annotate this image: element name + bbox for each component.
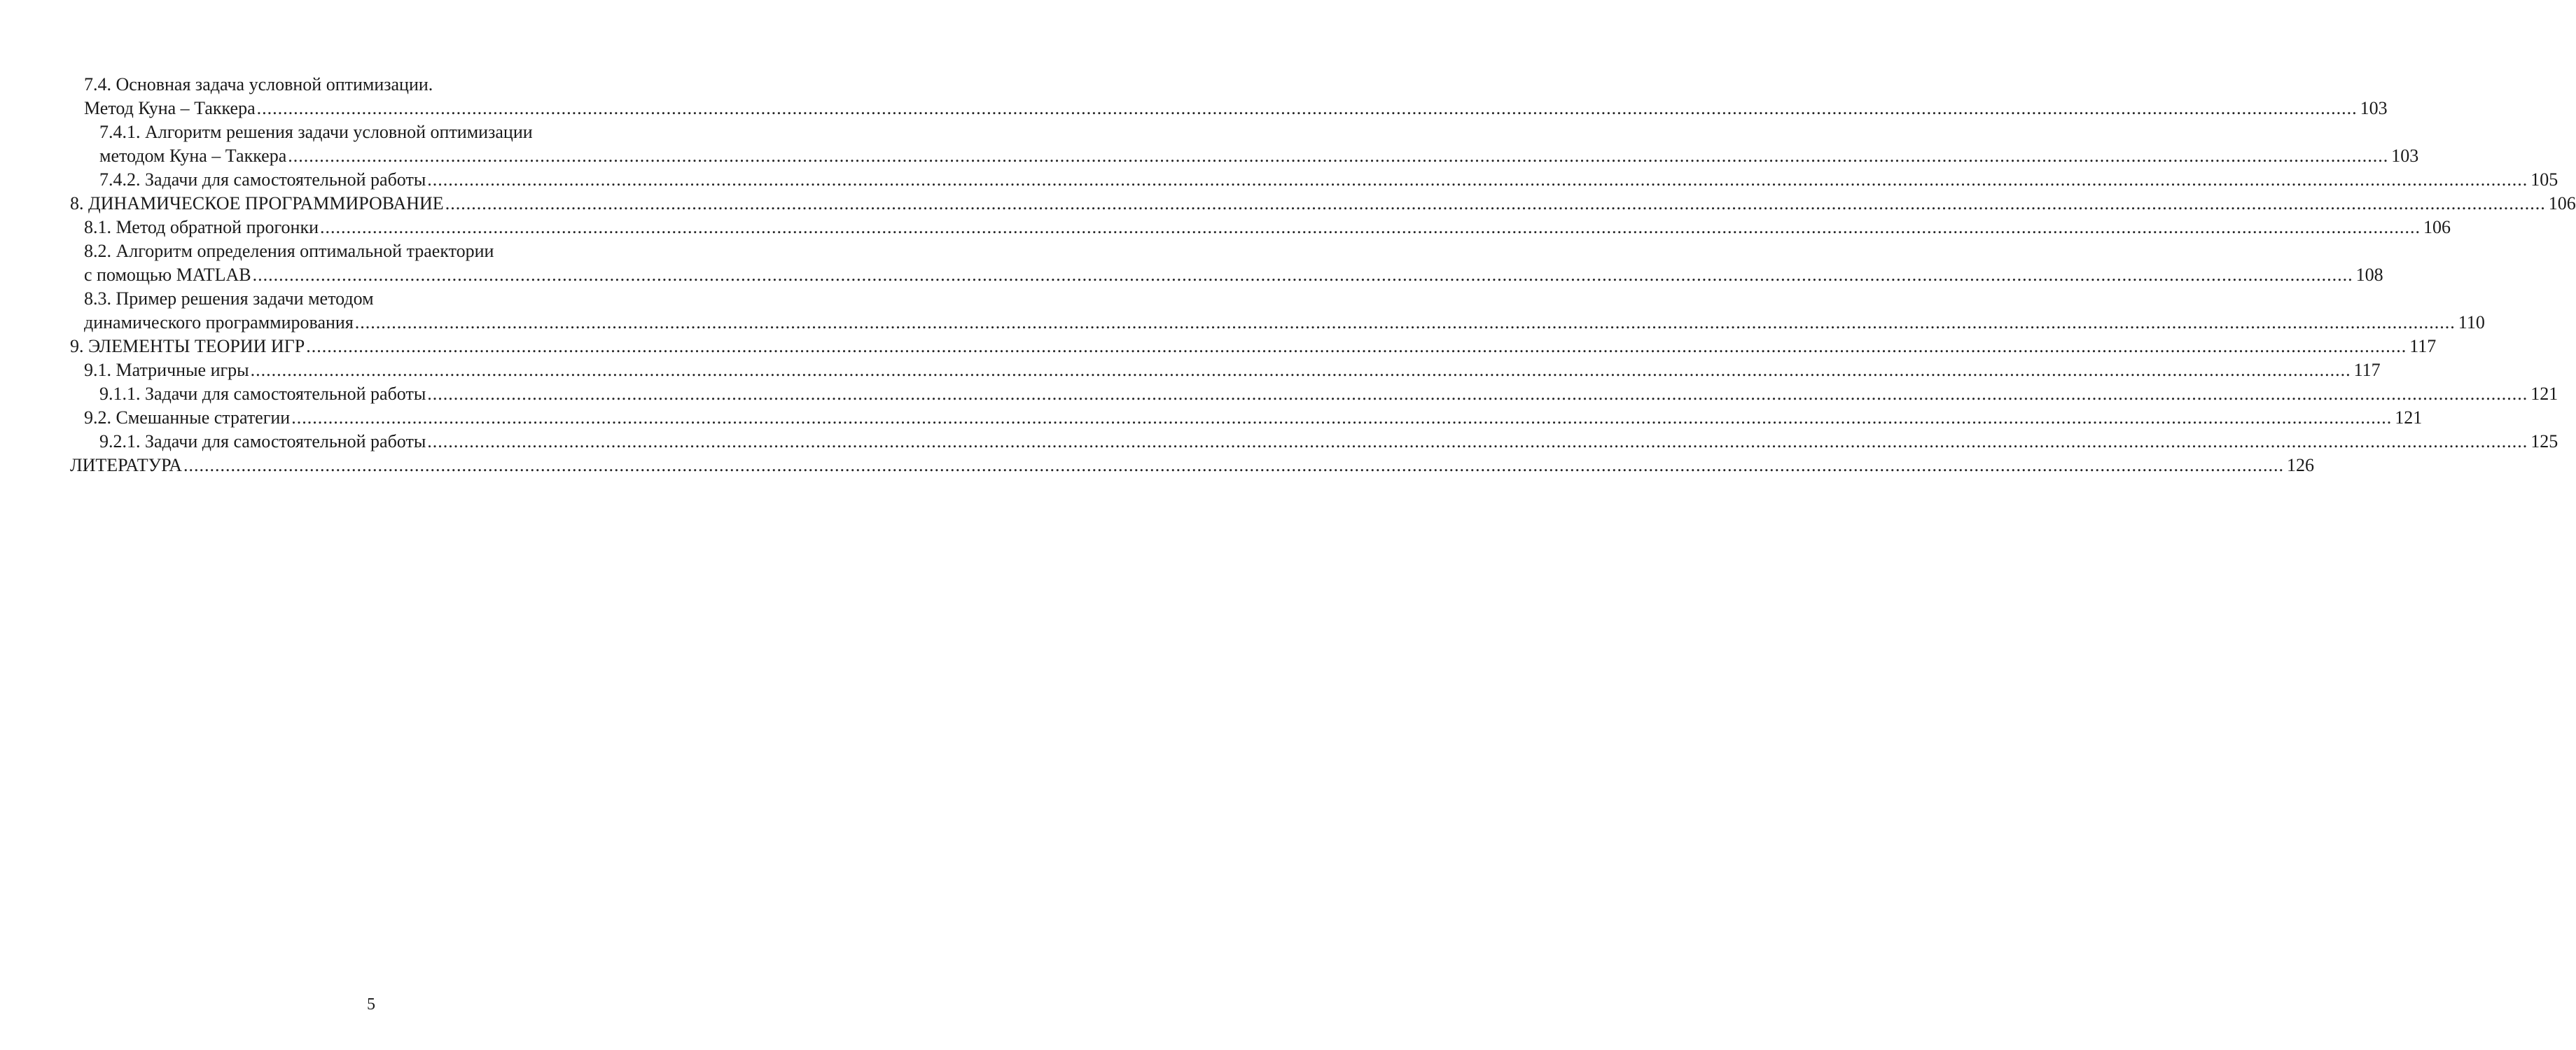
toc-entry-last-line: [99, 430, 2558, 454]
toc-entry-title: 8.1. Метод обратной прогонки: [84, 217, 319, 237]
dot-leader: ................................................................................................................................................................................................................................................................................................................................................................................................................: [427, 384, 2528, 404]
toc-entry-page: 117: [2409, 336, 2437, 356]
toc-entry-page: 125: [2530, 431, 2558, 451]
toc-entry-title-line: 7.4. Основная задача условной оптимизации.: [84, 74, 433, 94]
page-number: 5: [367, 995, 375, 1014]
toc-entry-last-line: [84, 311, 2485, 335]
dot-leader: ................................................................................................................................................................................................................................................................................................................................................................................................................: [250, 360, 2351, 380]
toc-entry-page: 103: [2391, 146, 2419, 166]
toc-entry-last-line: [84, 97, 2388, 120]
toc-entry-title-line: 8.2. Алгоритм определения оптимальной траектории: [84, 241, 494, 261]
toc-entry[interactable]: [70, 382, 2558, 406]
toc-entry-page: 106: [2423, 217, 2451, 237]
toc-entry-title: Метод Куна – Таккера: [84, 98, 256, 118]
toc-entry[interactable]: [70, 358, 2381, 382]
toc-entry-last-line: [70, 335, 2437, 358]
toc-entry-title: 9.1. Матричные игры: [84, 360, 249, 380]
toc-entry-page: 103: [2360, 98, 2388, 118]
toc-entry-page: 117: [2353, 360, 2381, 380]
toc-entry-page: 110: [2458, 312, 2485, 332]
toc-entry-last-line: [84, 358, 2381, 382]
dot-leader: ................................................................................................................................................................................................................................................................................................................................................................................................................: [288, 146, 2389, 166]
toc-entry-page: 106: [2548, 193, 2576, 214]
toc-entry-title: 9.2. Смешанные стратегии: [84, 407, 291, 428]
toc-entry[interactable]: [70, 335, 2437, 358]
dot-leader: ................................................................................................................................................................................................................................................................................................................................................................................................................: [320, 217, 2421, 237]
toc-entry-title: 7.4.2. Задачи для самостоятельной работы: [99, 169, 426, 190]
dot-leader: ................................................................................................................................................................................................................................................................................................................................................................................................................: [445, 193, 2546, 214]
toc-entry[interactable]: [70, 168, 2558, 192]
dot-leader: ................................................................................................................................................................................................................................................................................................................................................................................................................: [306, 336, 2407, 356]
toc-entry-title: 9. ЭЛЕМЕНТЫ ТЕОРИИ ИГР: [70, 336, 305, 356]
dot-leader: ................................................................................................................................................................................................................................................................................................................................................................................................................: [256, 98, 2358, 118]
dot-leader: ................................................................................................................................................................................................................................................................................................................................................................................................................: [354, 312, 2456, 332]
toc-entry-title: ЛИТЕРАТУРА: [70, 455, 182, 475]
dot-leader: ................................................................................................................................................................................................................................................................................................................................................................................................................: [183, 455, 2284, 475]
toc-entry-title-line: 8.3. Пример решения задачи методом: [84, 288, 374, 309]
toc-entry-title: 8. ДИНАМИЧЕСКОЕ ПРОГРАММИРОВАНИЕ: [70, 193, 444, 214]
toc-entry-title: 9.2.1. Задачи для самостоятельной работы: [99, 431, 426, 451]
dot-leader: ................................................................................................................................................................................................................................................................................................................................................................................................................: [291, 407, 2393, 428]
toc-entry-page: 108: [2355, 265, 2383, 285]
toc-entry-page: 121: [2395, 407, 2423, 428]
toc-entry[interactable]: [70, 216, 2451, 239]
table-of-contents: [70, 73, 2576, 477]
toc-entry-last-line: [84, 406, 2423, 430]
toc-entry[interactable]: [70, 239, 2383, 287]
toc-entry-last-line: [99, 168, 2558, 192]
toc-entry-title: динамического программирования: [84, 312, 354, 332]
toc-entry[interactable]: [70, 287, 2485, 335]
toc-entry-last-line: [99, 144, 2419, 168]
toc-entry[interactable]: [70, 120, 2419, 168]
toc-entry[interactable]: [70, 454, 2314, 477]
toc-entry-last-line: [70, 454, 2314, 477]
toc-entry-last-line: [70, 192, 2576, 216]
dot-leader: ................................................................................................................................................................................................................................................................................................................................................................................................................: [427, 169, 2528, 190]
toc-entry-page: 126: [2287, 455, 2314, 475]
toc-entry-title: 9.1.1. Задачи для самостоятельной работы: [99, 384, 426, 404]
toc-entry-title: методом Куна – Таккера: [99, 146, 287, 166]
toc-entry[interactable]: [70, 192, 2576, 216]
dot-leader: ................................................................................................................................................................................................................................................................................................................................................................................................................: [427, 431, 2528, 451]
toc-entry[interactable]: [70, 430, 2558, 454]
toc-entry-page: 105: [2530, 169, 2558, 190]
toc-entry[interactable]: [70, 406, 2423, 430]
toc-entry-last-line: [99, 382, 2558, 406]
toc-entry[interactable]: [70, 73, 2388, 120]
toc-entry-title: с помощью MATLAB: [84, 265, 251, 285]
toc-entry-last-line: [84, 216, 2451, 239]
toc-entry-title-line: 7.4.1. Алгоритм решения задачи условной оптимизации: [99, 122, 533, 142]
dot-leader: ................................................................................................................................................................................................................................................................................................................................................................................................................: [252, 265, 2353, 285]
toc-entry-page: 121: [2530, 384, 2558, 404]
toc-entry-last-line: [84, 263, 2383, 287]
